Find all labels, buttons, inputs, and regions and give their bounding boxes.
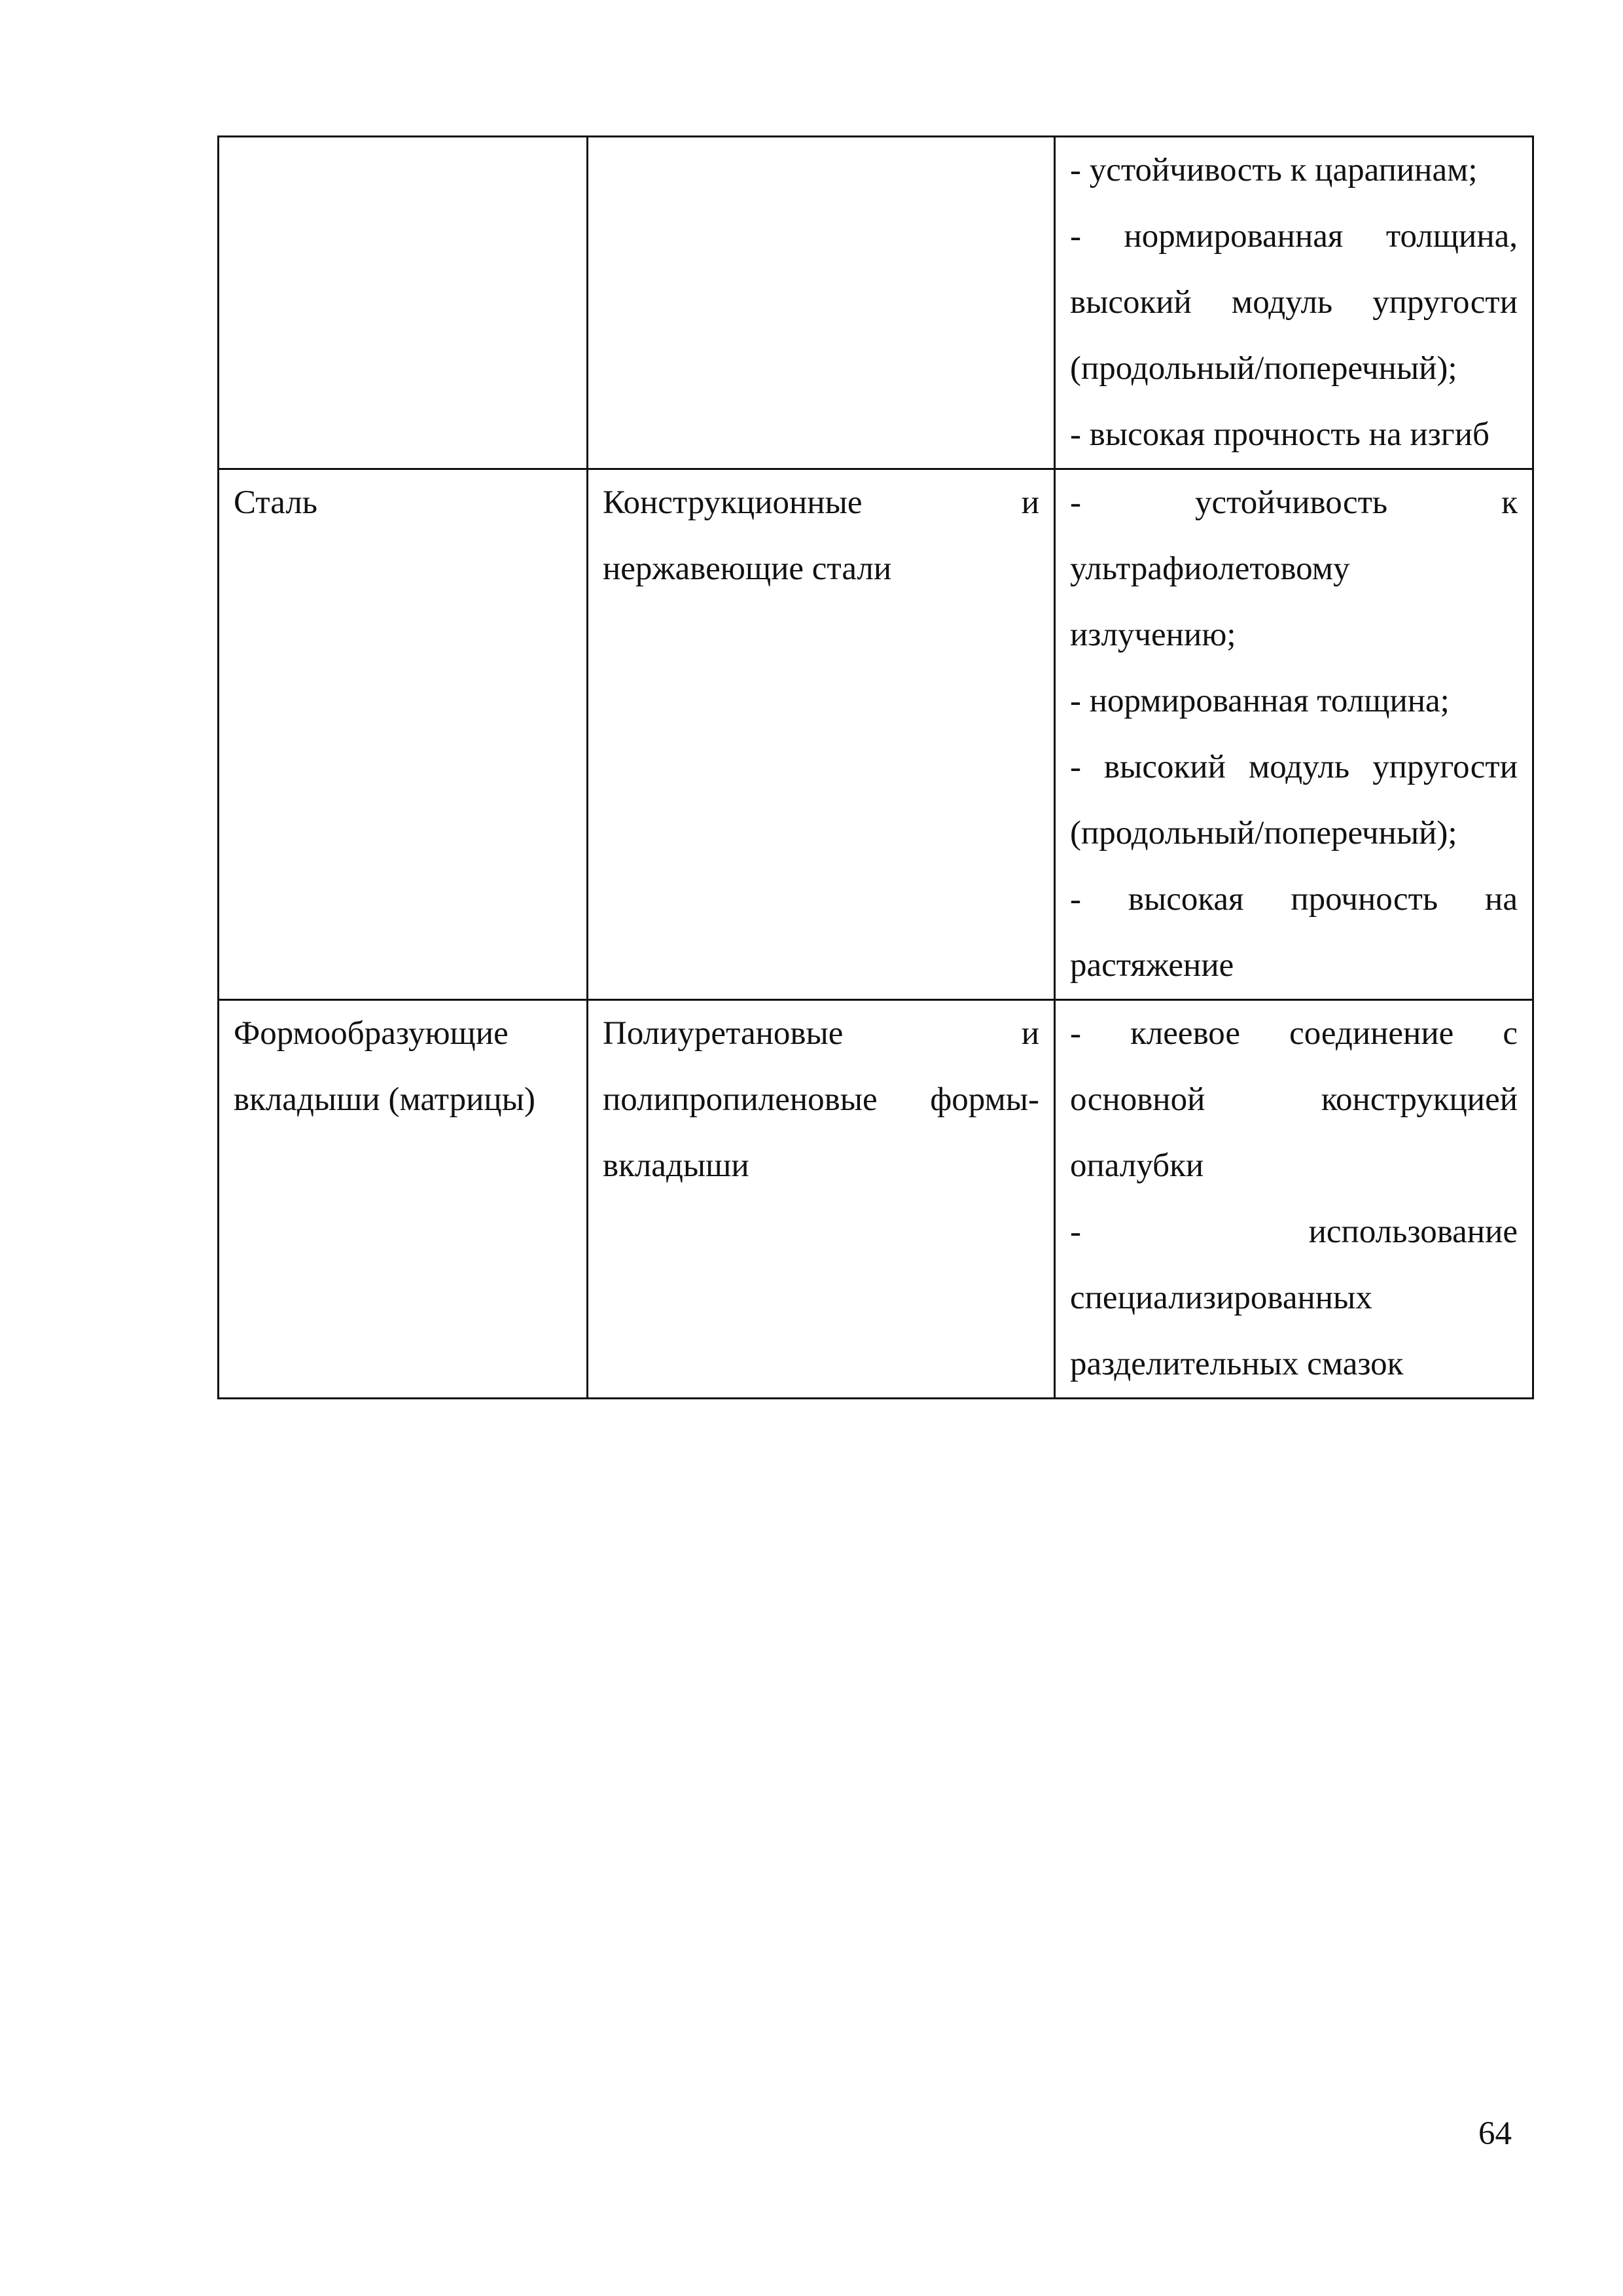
material-cell: [219, 1000, 588, 1399]
requirements-cell: [1055, 1000, 1533, 1399]
materials-table: [217, 135, 1534, 1399]
requirement-item: - устойчивость к царапинам;: [1070, 152, 1478, 188]
requirements-cell: [1055, 137, 1533, 469]
requirement-item: - нормированная толщина, высокий модуль упругости (продольный/поперечный);: [1070, 218, 1518, 387]
material-type: Полиуретановые и полипропиленовые формы-вкладыши: [603, 1015, 1039, 1184]
requirement-item: - нормированная толщина;: [1070, 683, 1450, 719]
table-row: [219, 137, 1533, 469]
page-number: 64: [1478, 2115, 1512, 2152]
material-type: Конструкционные и нержавеющие стали: [603, 484, 1039, 587]
requirements-cell: [1055, 469, 1533, 1000]
requirement-item: - высокая прочность на изгиб: [1070, 416, 1489, 453]
requirement-item: - устойчивость к ультрафиолетовому излучению;: [1070, 484, 1518, 653]
type-cell: [588, 137, 1055, 469]
requirement-item: - высокий модуль упругости (продольный/поперечный);: [1070, 749, 1518, 852]
material-cell: [219, 137, 588, 469]
type-cell: [588, 469, 1055, 1000]
material-cell: [219, 469, 588, 1000]
material-name: Формообразующие вкладыши (матрицы): [234, 1015, 535, 1118]
requirement-item: - использование специализированных разделительных смазок: [1070, 1213, 1518, 1382]
requirement-item: - высокая прочность на растяжение: [1070, 881, 1518, 984]
material-name: Сталь: [234, 484, 318, 521]
table-body: [219, 137, 1533, 1399]
table-row: [219, 1000, 1533, 1399]
type-cell: [588, 1000, 1055, 1399]
requirement-item: - клеевое соединение с основной конструкцией опалубки: [1070, 1015, 1518, 1184]
table-row: [219, 469, 1533, 1000]
